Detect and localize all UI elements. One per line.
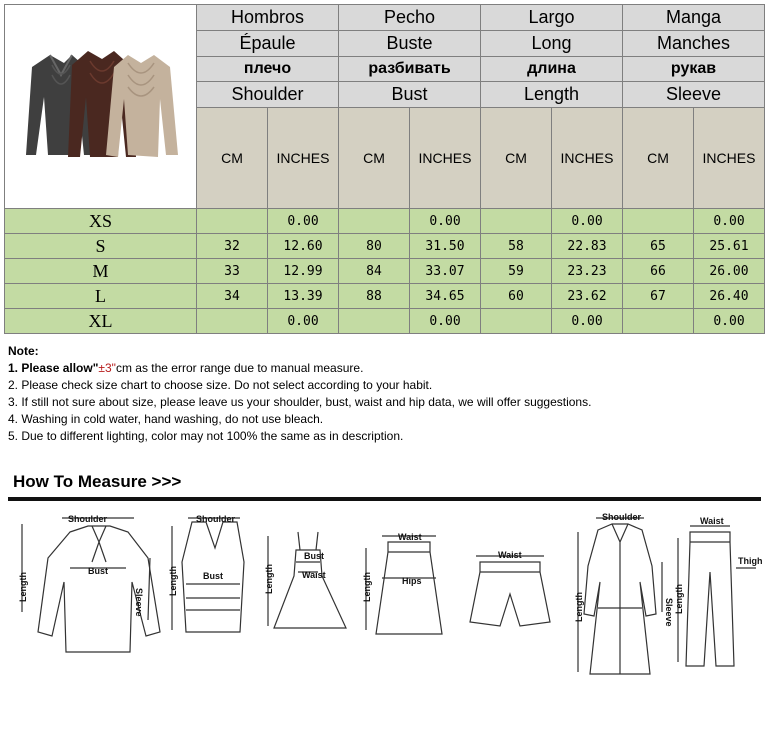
unit-header: INCHES bbox=[410, 108, 481, 209]
table-cell: 80 bbox=[339, 234, 410, 259]
note-line-1-lead: 1. Please allow" bbox=[8, 361, 99, 375]
strap-dress-diagram bbox=[268, 532, 346, 628]
label-waist: Waist bbox=[398, 532, 422, 542]
label-length: Length bbox=[674, 584, 684, 614]
header-bust-fr: Buste bbox=[339, 30, 481, 56]
header-bust-ru: разбивать bbox=[339, 56, 481, 82]
size-label: XS bbox=[5, 209, 197, 234]
size-chart-table bbox=[4, 4, 765, 334]
label-length: Length bbox=[362, 572, 372, 602]
header-sleeve-en: Sleeve bbox=[623, 82, 765, 108]
notes-section bbox=[8, 343, 591, 445]
note-line-5: 5. Due to different lighting, color may not 100% the same as in description. bbox=[8, 429, 404, 443]
table-cell: 0.00 bbox=[410, 309, 481, 334]
blouse-diagram bbox=[22, 518, 160, 652]
table-cell: 26.00 bbox=[694, 259, 765, 284]
header-shoulder-en: Shoulder bbox=[197, 82, 339, 108]
table-cell bbox=[623, 209, 694, 234]
unit-header: CM bbox=[623, 108, 694, 209]
header-length-fr: Long bbox=[481, 30, 623, 56]
header-shoulder-fr: Épaule bbox=[197, 30, 339, 56]
note-line-1 bbox=[8, 360, 591, 377]
header-shoulder-es: Hombros bbox=[197, 5, 339, 31]
header-length-es: Largo bbox=[481, 5, 623, 31]
table-cell: 33.07 bbox=[410, 259, 481, 284]
table-cell: 13.39 bbox=[268, 284, 339, 309]
table-row bbox=[5, 259, 765, 284]
section-divider bbox=[8, 497, 761, 501]
label-length: Length bbox=[168, 566, 178, 596]
label-bust: Bust bbox=[304, 551, 324, 561]
table-row bbox=[5, 209, 765, 234]
note-line-1-rest: cm as the error range due to manual measure. bbox=[115, 361, 364, 375]
label-thigh: Thigh bbox=[738, 556, 763, 566]
table-cell: 0.00 bbox=[268, 209, 339, 234]
header-length-en: Length bbox=[481, 82, 623, 108]
product-photo bbox=[5, 5, 197, 209]
table-row bbox=[5, 309, 765, 334]
label-length: Length bbox=[18, 572, 28, 602]
table-row bbox=[5, 284, 765, 309]
header-bust-en: Bust bbox=[339, 82, 481, 108]
size-label: M bbox=[5, 259, 197, 284]
label-waist: Waist bbox=[700, 516, 724, 526]
table-cell bbox=[623, 309, 694, 334]
label-sleeve: Sleeve bbox=[134, 588, 144, 617]
table-cell: 88 bbox=[339, 284, 410, 309]
header-length-ru: длина bbox=[481, 56, 623, 82]
label-shoulder: Shoulder bbox=[68, 514, 108, 524]
unit-header: INCHES bbox=[694, 108, 765, 209]
table-cell bbox=[339, 209, 410, 234]
table-cell bbox=[197, 309, 268, 334]
label-hips: Hips bbox=[402, 576, 422, 586]
label-bust: Bust bbox=[203, 571, 223, 581]
notes-title: Note: bbox=[8, 344, 39, 358]
label-shoulder: Shoulder bbox=[196, 514, 236, 524]
table-cell: 65 bbox=[623, 234, 694, 259]
table-cell: 0.00 bbox=[694, 309, 765, 334]
header-bust-es: Pecho bbox=[339, 5, 481, 31]
note-tolerance: ±3" bbox=[98, 361, 116, 375]
note-line-3: 3. If still not sure about size, please leave us your shoulder, bust, waist and hip data, we will offer suggestions. bbox=[8, 395, 592, 409]
label-length: Length bbox=[574, 592, 584, 622]
unit-header: INCHES bbox=[552, 108, 623, 209]
table-cell: 0.00 bbox=[268, 309, 339, 334]
label-shoulder: Shoulder bbox=[602, 512, 642, 522]
table-cell: 59 bbox=[481, 259, 552, 284]
table-cell: 0.00 bbox=[552, 309, 623, 334]
unit-header: INCHES bbox=[268, 108, 339, 209]
header-sleeve-ru: рукав bbox=[623, 56, 765, 82]
table-cell: 34.65 bbox=[410, 284, 481, 309]
table-cell bbox=[481, 309, 552, 334]
table-cell: 23.23 bbox=[552, 259, 623, 284]
note-line-2: 2. Please check size chart to choose size. Do not select according to your habit. bbox=[8, 378, 433, 392]
label-waist: Waist bbox=[498, 550, 522, 560]
table-cell bbox=[197, 209, 268, 234]
table-cell: 25.61 bbox=[694, 234, 765, 259]
table-cell: 66 bbox=[623, 259, 694, 284]
size-label: S bbox=[5, 234, 197, 259]
unit-header: CM bbox=[481, 108, 552, 209]
table-cell: 0.00 bbox=[552, 209, 623, 234]
how-to-measure-heading: How To Measure >>> bbox=[13, 472, 182, 491]
label-length: Length bbox=[264, 564, 274, 594]
table-cell: 12.60 bbox=[268, 234, 339, 259]
table-cell: 31.50 bbox=[410, 234, 481, 259]
unit-header: CM bbox=[339, 108, 410, 209]
trousers-diagram bbox=[678, 526, 756, 666]
size-label: XL bbox=[5, 309, 197, 334]
table-cell: 22.83 bbox=[552, 234, 623, 259]
coat-dress-diagram bbox=[578, 518, 662, 674]
table-cell: 0.00 bbox=[694, 209, 765, 234]
label-bust: Bust bbox=[88, 566, 108, 576]
table-cell: 33 bbox=[197, 259, 268, 284]
label-sleeve: Sleeve bbox=[664, 598, 674, 627]
table-cell: 67 bbox=[623, 284, 694, 309]
header-sleeve-fr: Manches bbox=[623, 30, 765, 56]
table-cell: 60 bbox=[481, 284, 552, 309]
blouse-photo-illustration bbox=[6, 5, 196, 203]
beige-blouse bbox=[106, 55, 178, 157]
header-shoulder-ru: плечо bbox=[197, 56, 339, 82]
table-cell bbox=[481, 209, 552, 234]
table-cell: 12.99 bbox=[268, 259, 339, 284]
table-row bbox=[5, 234, 765, 259]
header-sleeve-es: Manga bbox=[623, 5, 765, 31]
table-cell: 0.00 bbox=[410, 209, 481, 234]
table-cell bbox=[339, 309, 410, 334]
table-cell: 32 bbox=[197, 234, 268, 259]
table-cell: 26.40 bbox=[694, 284, 765, 309]
shorts-diagram bbox=[470, 556, 550, 626]
table-cell: 34 bbox=[197, 284, 268, 309]
size-label: L bbox=[5, 284, 197, 309]
table-cell: 58 bbox=[481, 234, 552, 259]
table-cell: 23.62 bbox=[552, 284, 623, 309]
label-waist: Waist bbox=[302, 570, 326, 580]
table-cell: 84 bbox=[339, 259, 410, 284]
measurement-diagrams bbox=[0, 502, 769, 738]
unit-header: CM bbox=[197, 108, 268, 209]
note-line-4: 4. Washing in cold water, hand washing, do not use bleach. bbox=[8, 412, 324, 426]
